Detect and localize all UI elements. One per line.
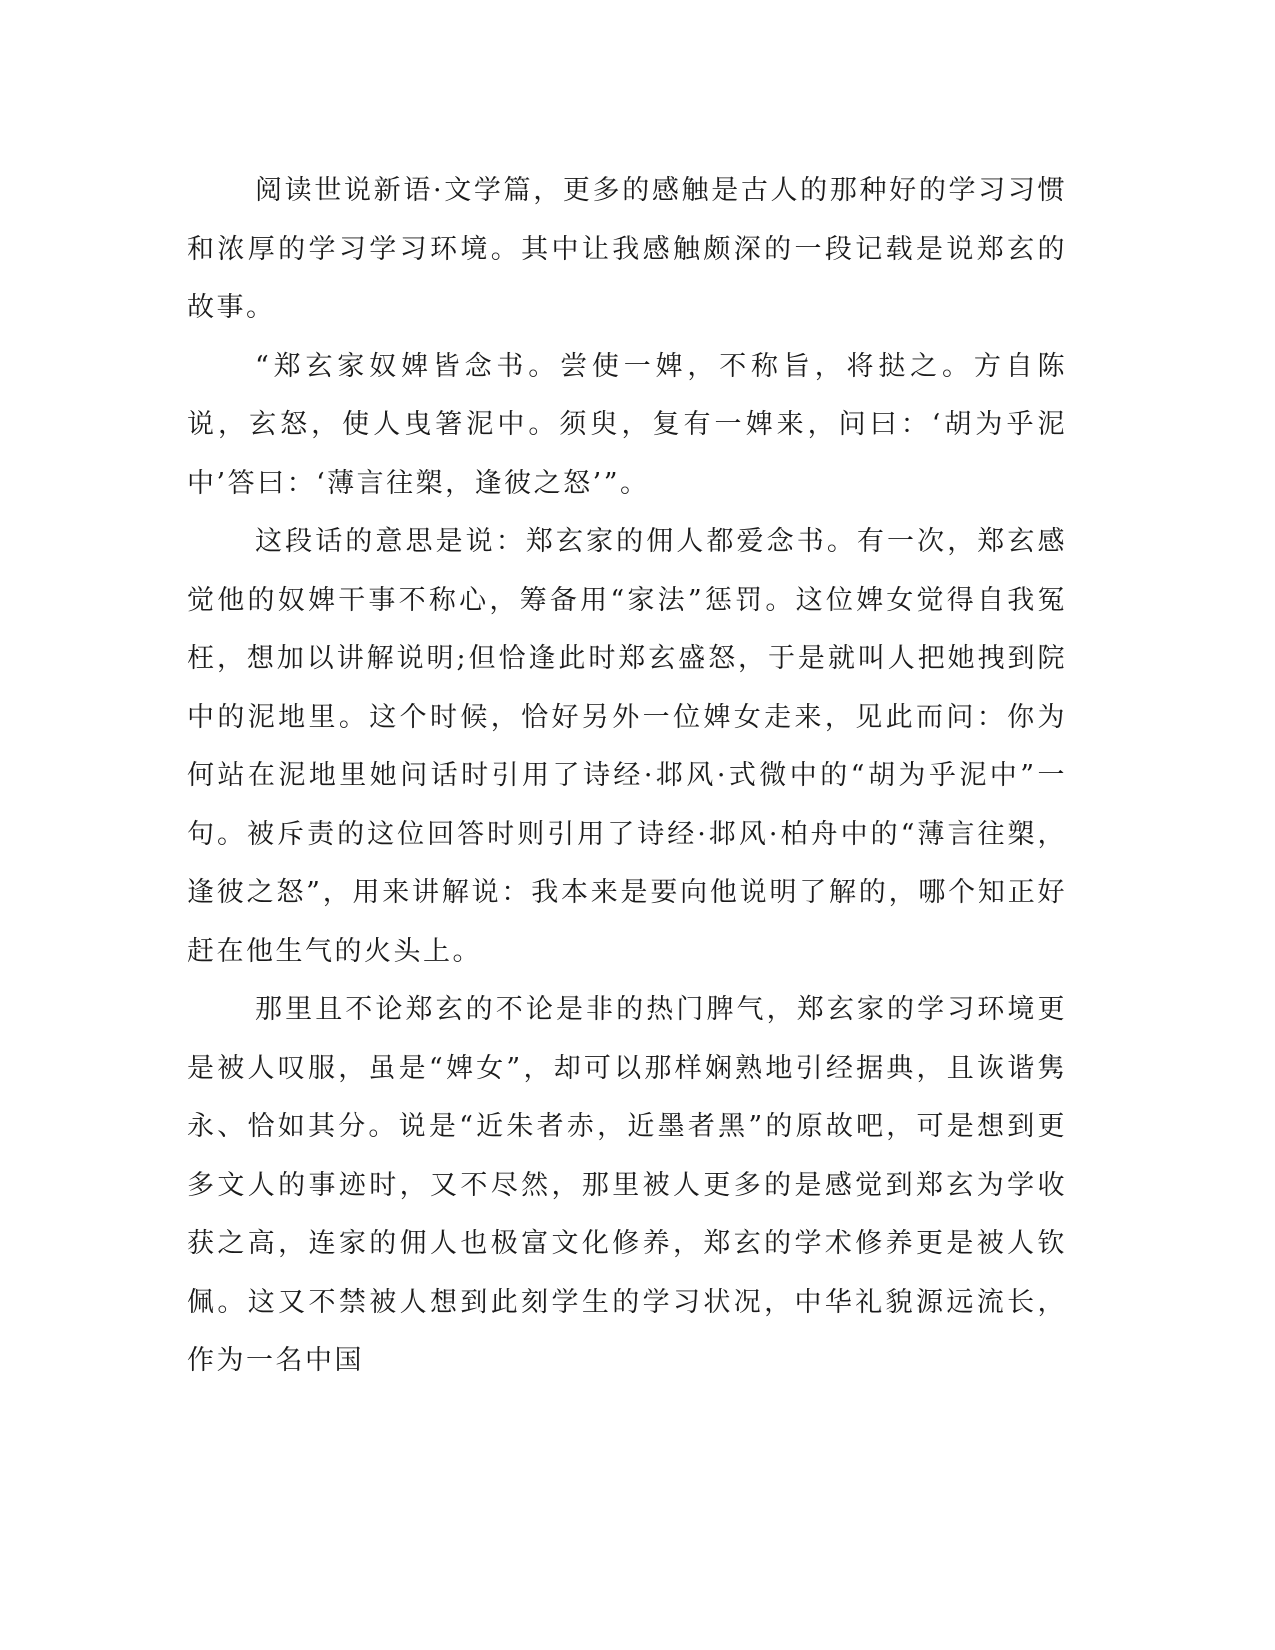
paragraph-4: 那里且不论郑玄的不论是非的热门脾气，郑玄家的学习环境更是被人叹服，虽是“婢女”，却可以那样娴熟地引经据典，且诙谐隽永、恰如其分。说是“近朱者赤，近墨者黑”的原故吧，可是想到更多文人的事迹时，又不尽然，那里被人更多的是感觉到郑玄为学收获之高，连家的佣人也极富文化修养，郑玄的学术修养更是被人钦佩。这又不禁被人想到此刻学生的学习状况，中华礼貌源远流长，作为一名中国	[187, 994, 1067, 1376]
paragraph-3: 这段话的意思是说：郑玄家的佣人都爱念书。有一次，郑玄感觉他的奴婢干事不称心，筹备用“家法”惩罚。这位婢女觉得自我冤枉，想加以讲解说明;但恰逢此时郑玄盛怒，于是就叫人把她拽到院中的泥地里。这个时候，恰好另外一位婢女走来，见此而问：你为何站在泥地里她问话时引用了诗经·邶风·式微中的“胡为乎泥中”一句。被斥责的这位回答时则引用了诗经·邶风·柏舟中的“薄言往槊，逢彼之怒”，用来讲解说：我本来是要向他说明了解的，哪个知正好赶在他生气的火头上。	[187, 526, 1067, 967]
paragraph-1: 阅读世说新语·文学篇，更多的感触是古人的那种好的学习习惯和浓厚的学习学习环境。其中让我感触颇深的一段记载是说郑玄的故事。	[187, 175, 1067, 323]
paragraph-2: “郑玄家奴婢皆念书。尝使一婢，不称旨，将挞之。方自陈说，玄怒，使人曳箸泥中。须臾，复有一婢来，问曰：‘胡为乎泥中’答曰：‘薄言往槊，逢彼之怒’”。	[187, 350, 1067, 499]
document-body	[187, 162, 1067, 1391]
